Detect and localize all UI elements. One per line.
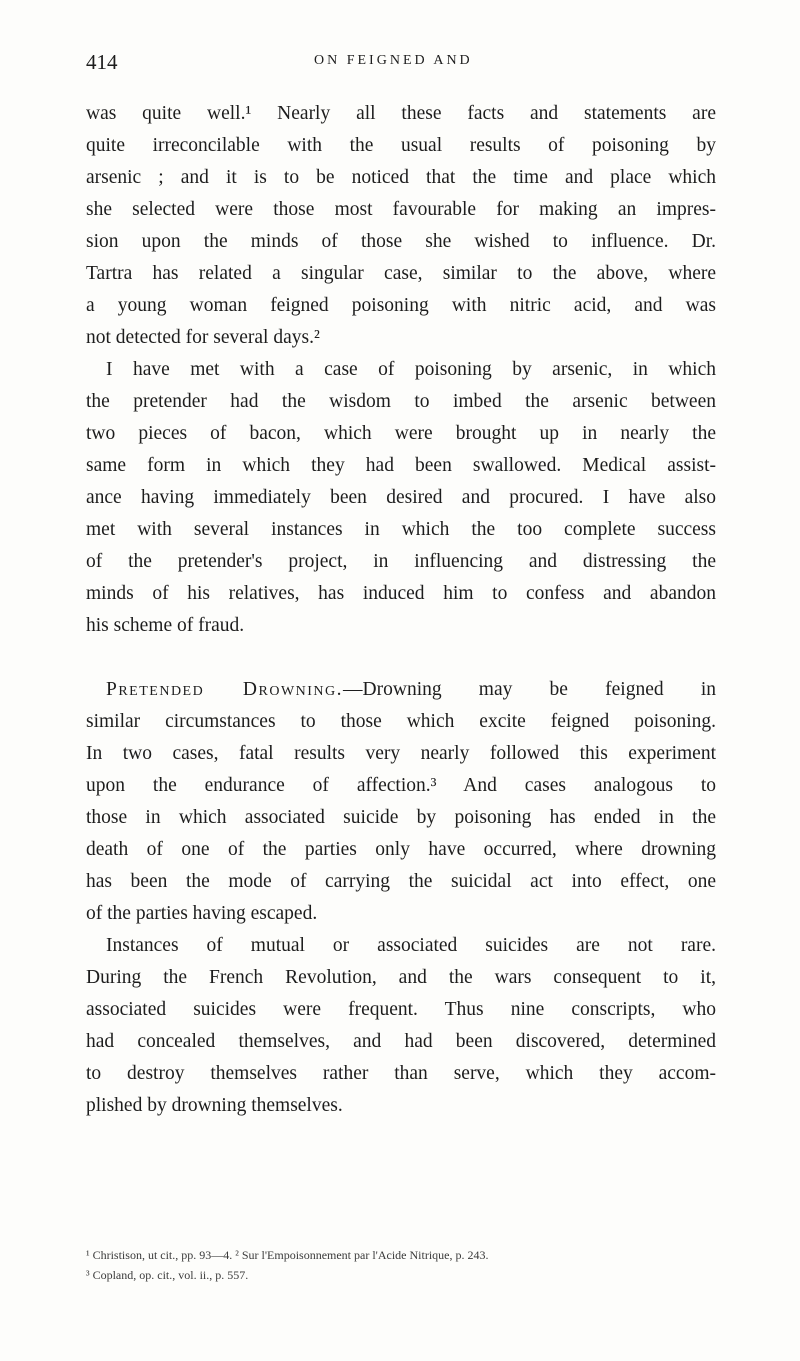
text-line: sion upon the minds of those she wished to influence. Dr.: [86, 231, 716, 252]
text-line: of the parties having escaped.: [86, 903, 318, 924]
section-first-line-text: —Drowning may be feigned in: [343, 679, 716, 700]
paragraph-3: [86, 674, 716, 930]
text-line: similar circumstances to those which excite feigned poisoning.: [86, 711, 716, 732]
text-line: of the pretender's project, in influencing and distressing the: [86, 551, 716, 572]
text-line: not detected for several days.²: [86, 327, 320, 348]
text-line: met with several instances in which the too complete success: [86, 519, 716, 540]
text-line: arsenic ; and it is to be noticed that the time and place which: [86, 167, 716, 188]
section-heading: Pretended Drowning.: [106, 679, 344, 700]
running-title: ON FEIGNED AND: [314, 53, 473, 68]
text-line: associated suicides were frequent. Thus nine conscripts, who: [86, 999, 716, 1020]
text-line: a young woman feigned poisoning with nitric acid, and was: [86, 295, 716, 316]
section-gap: [86, 642, 716, 674]
text-line: upon the endurance of affection.³ And cases analogous to: [86, 775, 716, 796]
text-line: same form in which they had been swallowed. Medical assist-: [86, 455, 716, 476]
text-line: was quite well.¹ Nearly all these facts and statements are: [86, 103, 716, 124]
footnote-line: ³ Copland, op. cit., vol. ii., p. 557.: [86, 1268, 249, 1282]
text-line: minds of his relatives, has induced him to confess and abandon: [86, 583, 716, 604]
paragraph-4: [86, 930, 716, 1122]
text-line: death of one of the parties only have occurred, where drowning: [86, 839, 716, 860]
text-line: In two cases, fatal results very nearly followed this experiment: [86, 743, 716, 764]
paragraph-2: [86, 354, 716, 642]
text-line: those in which associated suicide by poisoning has ended in the: [86, 807, 716, 828]
page-number: 414: [86, 50, 118, 74]
section-first-line: [86, 674, 716, 706]
text-line: has been the mode of carrying the suicidal act into effect, one: [86, 871, 716, 892]
text-line: two pieces of bacon, which were brought up in nearly the: [86, 423, 716, 444]
text-line: I have met with a case of poisoning by arsenic, in which: [106, 359, 716, 380]
text-line: During the French Revolution, and the wars consequent to it,: [86, 967, 716, 988]
running-head: [86, 50, 716, 80]
text-line: had concealed themselves, and had been discovered, determined: [86, 1031, 716, 1052]
text-line: Tartra has related a singular case, similar to the above, where: [86, 263, 716, 284]
text-line: ance having immediately been desired and procured. I have also: [86, 487, 716, 508]
text-line: his scheme of fraud.: [86, 615, 245, 636]
body-text: [86, 98, 716, 1122]
text-line: quite irreconcilable with the usual results of poisoning by: [86, 135, 716, 156]
footnote-line: ¹ Christison, ut cit., pp. 93—4. ² Sur l'Empoisonnement par l'Acide Nitrique, p. 243.: [86, 1248, 489, 1262]
paragraph-1: [86, 98, 716, 354]
text-line: Instances of mutual or associated suicides are not rare.: [106, 935, 716, 956]
text-line: she selected were those most favourable for making an impres-: [86, 199, 716, 220]
text-line: to destroy themselves rather than serve, which they accom-: [86, 1063, 716, 1084]
text-line: the pretender had the wisdom to imbed the arsenic between: [86, 391, 716, 412]
footnotes: [86, 1245, 716, 1285]
text-line: plished by drowning themselves.: [86, 1095, 343, 1116]
